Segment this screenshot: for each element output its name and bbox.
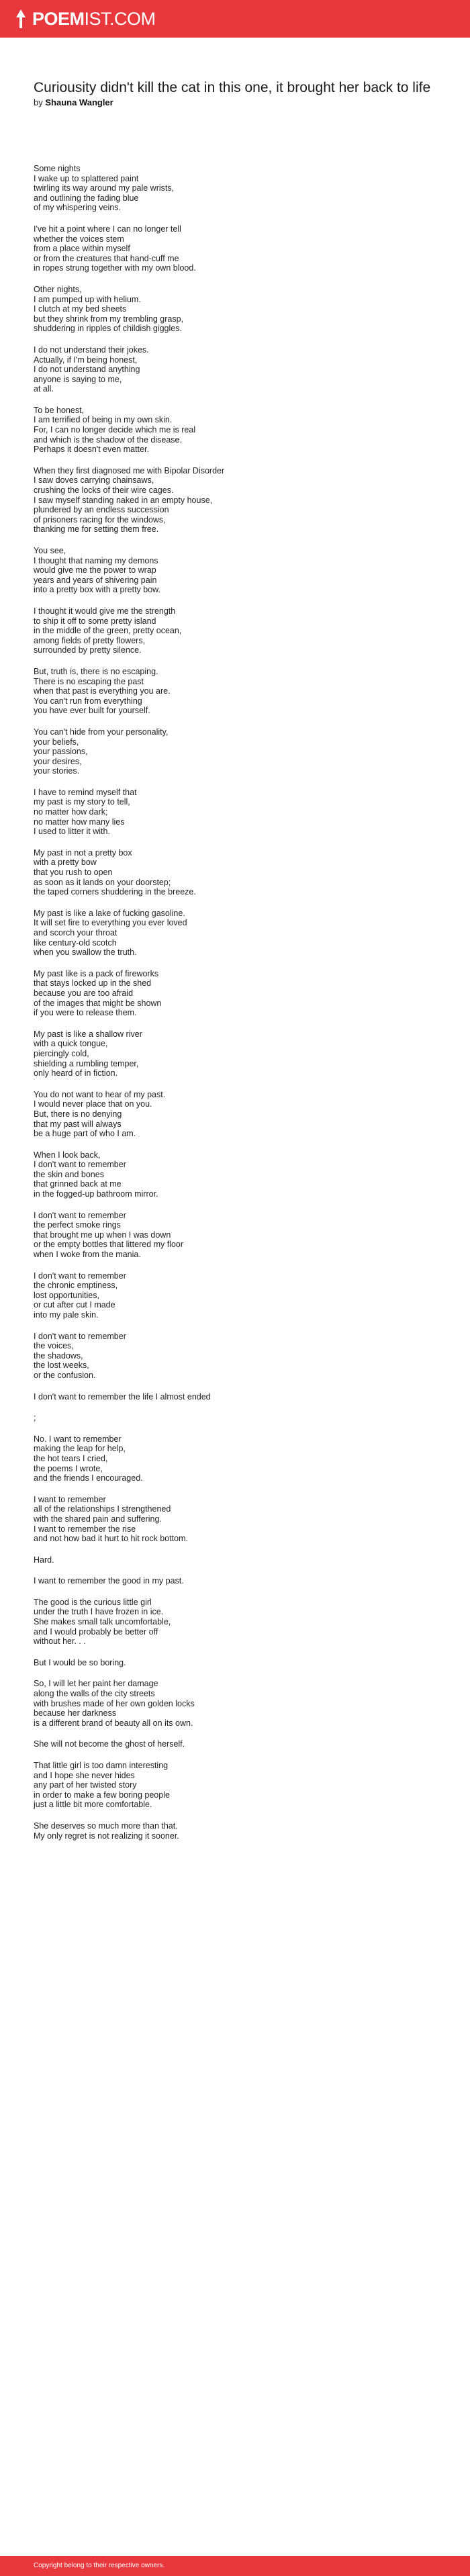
poem-line: crushing the locks of their wire cages. [34,486,174,496]
poem-line: that stays locked up in the shed [34,978,152,988]
poem-line: with a pretty bow [34,858,97,868]
poem-line: You see, [34,546,66,555]
stanza [34,1392,443,1402]
poem-line: like century-old scotch [34,937,117,948]
poem-line: I don't want to remember [34,1331,126,1341]
byline-prefix: by [34,97,43,107]
poem-line: I wake up to splattered paint [34,173,139,183]
poem-line: because you are too afraid [34,988,134,998]
poem-line: I don't want to remember [34,1160,126,1170]
poem-line: When I look back, [34,1150,101,1160]
poem-line: that you rush to open [34,868,113,878]
stanza [34,1739,443,1749]
poem-line: when that past is everything you are. [34,686,171,696]
poem-line: I want to remember [34,1494,106,1504]
stanza [34,406,443,455]
stanza [34,1576,443,1586]
poem-line: shuddering in ripples of childish giggles. [34,324,182,334]
poem-line: the voices, [34,1341,74,1351]
poem-title: Curiousity didn't kill the cat in this one, it brought her back to life [34,80,431,95]
poem-line: Hard. [34,1555,54,1565]
poem-line: She deserves so much more than that. [34,1821,178,1831]
poem-line: When they first diagnosed me with Bipolar Disorder [34,465,225,475]
poem-line: or cut after cut I made [34,1300,115,1310]
poem-line: plundered by an endless succession [34,505,169,515]
stanza [34,546,443,595]
stanza [34,164,443,213]
poem-line: or from the creatures that hand-cuff me [34,253,179,263]
poem-line: That little girl is too damn interesting [34,1761,169,1770]
stanza [34,1658,443,1668]
poem-line: from a place within myself [34,244,130,254]
poem-line: My past in not a pretty box [34,847,132,858]
poem-line: of prisoners racing for the windows, [34,514,166,524]
stanza [34,1495,443,1544]
stanza [34,285,443,334]
poem-line: is a different brand of beauty all on its own. [34,1718,193,1728]
poem-line: because her darkness [34,1708,116,1718]
poem-line: be a huge part of who I am. [34,1129,136,1139]
stanza [34,606,443,655]
stanza [34,466,443,535]
poem-line: and not how bad it hurt to hit rock bottom. [34,1534,188,1544]
poem-line: I thought that naming my demons [34,555,158,565]
site-logo-text [32,9,156,29]
byline [34,97,436,108]
poem-line: My past is like a shallow river [34,1029,142,1039]
poem-line: I am terrified of being in my own skin. [34,415,173,425]
footer [0,2556,470,2576]
poem-line: anyone is saying to me, [34,374,122,384]
poem-line: the hot tears I cried, [34,1453,108,1463]
poem-line: the lost weeks, [34,1361,89,1371]
poem-line: the poems I wrote, [34,1463,103,1473]
site-logo-light: IST.COM [84,9,156,29]
poem-line: surrounded by pretty silence. [34,645,142,655]
poem-line: twirling its way around my pale wrists, [34,183,175,193]
stanza [34,1761,443,1810]
poem-line: if you were to release them. [34,1008,137,1018]
poem-line: For, I can no longer decide which me is real [34,425,196,435]
poem-line: in the fogged-up bathroom mirror. [34,1189,158,1199]
site-logo[interactable] [15,9,156,29]
poem-line: I don't want to remember [34,1210,126,1220]
poem-line: I am pumped up with helium. [34,294,141,304]
poem-line: all of the relationships I strengthened [34,1504,171,1514]
stanza [34,1555,443,1565]
poem-line: lost opportunities, [34,1290,99,1300]
poem-line: as soon as it lands on your doorstep; [34,877,171,887]
poem-line: I want to remember the rise [34,1524,136,1534]
poem-line: your stories. [34,766,80,776]
poem-line: I've hit a point where I can no longer tell [34,224,181,234]
poem-line: and outlining the fading blue [34,193,139,203]
stanza [34,345,443,394]
poem-line: the taped corners shuddering in the breeze. [34,887,196,897]
poem-line: years and years of shivering pain [34,575,157,585]
poem-line: You do not want to hear of my past. [34,1089,166,1099]
stanza [34,1434,443,1483]
poem-line: that brought me up when I was down [34,1230,171,1240]
poem-line: you have ever built for yourself. [34,706,150,716]
poem-line: My past is like a lake of fucking gasoline. [34,908,185,918]
poem-line: You can't hide from your personality, [34,727,169,737]
poem-line: or the confusion. [34,1370,96,1380]
poem-line: only heard of in fiction. [34,1068,118,1078]
poem-line: and scorch your throat [34,928,117,937]
poem-line: to ship it off to some pretty island [34,616,156,626]
poem-line: with brushes made of her own golden locks [34,1698,195,1708]
stanza [34,969,443,1018]
poem-line: that grinned back at me [34,1179,122,1189]
poem-line: with a quick tongue, [34,1039,108,1049]
stanza [34,909,443,958]
poem-line: under the truth I have frozen in ice. [34,1607,164,1617]
poem-line: no matter how many lies [34,817,125,827]
poem-line: The good is the curious little girl [34,1597,152,1607]
poem-line: piercingly cold, [34,1048,89,1058]
site-logo-bold: POEM [32,9,85,29]
poem-line: in ropes strung together with my own blood. [34,263,196,273]
poem-line: I don't want to remember the life I almost ended [34,1391,211,1401]
poem-line: I saw myself standing naked in an empty house, [34,495,213,505]
poem-line: just a little bit more comfortable. [34,1800,152,1810]
stanza [34,224,443,273]
poem-line: your beliefs, [34,737,79,747]
poem-line: the chronic emptiness, [34,1281,118,1291]
poem-line: I used to litter it with. [34,827,110,837]
poem-line: of the images that might be shown [34,998,162,1008]
stanza [34,1821,443,1841]
poem-line: thanking me for setting them free. [34,524,159,535]
poem-line: You can't run from everything [34,696,142,706]
poem-line: Other nights, [34,284,82,294]
poem-line: along the walls of the city streets [34,1689,155,1699]
poem-line: the skin and bones [34,1169,104,1179]
poem-line: But, there is no denying [34,1109,122,1119]
poem-line: or the empty bottles that littered my floor [34,1240,184,1250]
poem-line: my past is my story to tell, [34,797,130,807]
poem-line: But, truth is, there is no escaping. [34,666,158,676]
poem-line: There is no escaping the past [34,676,144,686]
poem-line: your passions, [34,747,88,757]
poem-line: no matter how dark; [34,807,108,817]
poem-line: She makes small talk uncomfortable, [34,1617,171,1627]
poem-line: I want to remember the good in my past. [34,1576,184,1586]
poem-line: when you swallow the truth. [34,948,137,958]
stanza [34,1029,443,1078]
poem-line: that my past will always [34,1119,122,1129]
poem-line: the shadows, [34,1350,83,1361]
poem-line: any part of her twisted story [34,1780,137,1790]
stanza [34,1150,443,1199]
poem-line: It will set fire to everything you ever loved [34,918,187,928]
stanza [34,1413,443,1423]
poem-line: I do not understand anything [34,365,140,375]
poem-line: I thought it would give me the strength [34,606,176,616]
pen-nib-icon [15,9,27,29]
author-link[interactable]: Shauna Wangler [45,97,113,107]
poem-line: and I hope she never hides [34,1770,135,1780]
poem-line: Actually, if I'm being honest, [34,355,138,365]
poem-line: No. I want to remember [34,1434,122,1444]
poem-line: in order to make a few boring people [34,1790,170,1800]
top-bar [0,0,470,38]
poem-line: the perfect smoke rings [34,1220,121,1230]
stanza [34,848,443,897]
poem-line: I would never place that on you. [34,1099,152,1109]
poem-line: at all. [34,384,54,394]
poem-line: But I would be so boring. [34,1657,126,1667]
poem-line: would give me the power to wrap [34,565,156,576]
poem-line: of my whispering veins. [34,203,121,213]
poem-line: whether the voices stem [34,234,124,244]
stanza [34,1598,443,1647]
stanza [34,788,443,837]
poem-line: To be honest, [34,405,85,415]
poem-line: She will not become the ghost of herself. [34,1739,185,1749]
poem-line: My past like is a pack of fireworks [34,968,159,978]
poem-body [34,164,443,1852]
poem-line: I have to remind myself that [34,787,137,797]
poem-line: and which is the shadow of the disease. [34,434,182,445]
poem-line: and the friends I encouraged. [34,1473,143,1483]
poem-line: and I would probably be better off [34,1626,158,1637]
poem-line: shielding a rumbling temper, [34,1058,139,1068]
poem-line: My only regret is not realizing it sooner. [34,1831,179,1841]
poem-line: So, I will let her paint her damage [34,1679,158,1689]
poem-line: when I woke from the mania. [34,1250,141,1260]
poem-line: in the middle of the green, pretty ocean, [34,626,182,636]
stanza [34,1090,443,1139]
stanza [34,727,443,776]
stanza [34,1211,443,1260]
poem-line: Perhaps it doesn't even matter. [34,445,149,455]
poem-line: making the leap for help, [34,1444,126,1454]
poem-line: your desires, [34,756,82,766]
poem-line: into my pale skin. [34,1310,99,1320]
poem-line: I saw doves carrying chainsaws, [34,475,154,486]
stanza [34,1332,443,1381]
poem-line: among fields of pretty flowers, [34,635,146,645]
poem-line: I clutch at my bed sheets [34,304,127,314]
poem-line: without her. . . [34,1637,86,1647]
copyright-notice: Copyright belong to their respective owners. [34,2562,165,2569]
stanza [34,1679,443,1728]
stanza [34,1271,443,1320]
poem-line: into a pretty box with a pretty bow. [34,585,160,595]
poem-line: with the shared pain and suffering. [34,1514,162,1524]
poem-line: ; [34,1413,36,1423]
poem-line: I don't want to remember [34,1271,126,1281]
poem-line: I do not understand their jokes. [34,344,149,355]
poem-line: but they shrink from my trembling grasp, [34,314,183,324]
stanza [34,667,443,716]
poem-header [34,79,436,108]
poem-line: Some nights [34,164,81,173]
